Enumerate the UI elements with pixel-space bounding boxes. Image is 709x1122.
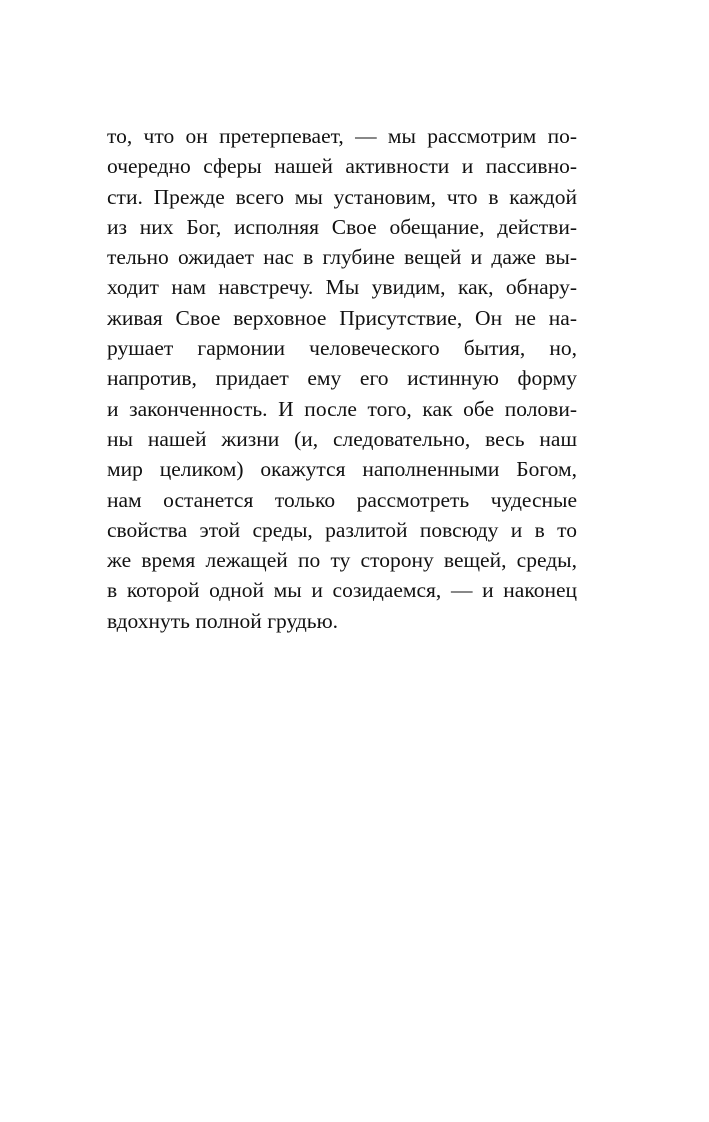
text-line: и законченность. И после того, как обе полови-	[107, 396, 577, 421]
text-line: же время лежащей по ту сторону вещей, среды,	[107, 548, 577, 573]
text-line: ходит нам навстречу. Мы увидим, как, обнару-	[107, 275, 577, 300]
text-line: напротив, придает ему его истинную форму	[107, 366, 577, 391]
text-line: нам останется только рассмотреть чудесные	[107, 487, 577, 512]
text-line: рушает гармонии человеческого бытия, но,	[107, 336, 577, 361]
text-line: ны нашей жизни (и, следовательно, весь наш	[107, 426, 577, 451]
text-line: в которой одной мы и созидаемся, — и наконец	[107, 578, 577, 603]
text-line-last: вдохнуть полной грудью.	[107, 608, 339, 633]
text-line: то, что он претерпевает, — мы рассмотрим по-	[107, 124, 577, 148]
text-line: из них Бог, исполняя Свое обещание, действи-	[107, 214, 577, 239]
text-line: тельно ожидает нас в глубине вещей и даже вы-	[107, 245, 577, 270]
body-text	[107, 121, 577, 636]
text-line: свойства этой среды, разлитой повсюду и в то	[107, 517, 577, 542]
text-line: мир целиком) окажутся наполненными Богом,	[107, 457, 577, 482]
text-line: живая Свое верховное Присутствие, Он не на-	[107, 305, 577, 330]
text-line: сти. Прежде всего мы установим, что в каждой	[107, 184, 577, 209]
text-line: очередно сферы нашей активности и пассивно-	[107, 154, 577, 179]
